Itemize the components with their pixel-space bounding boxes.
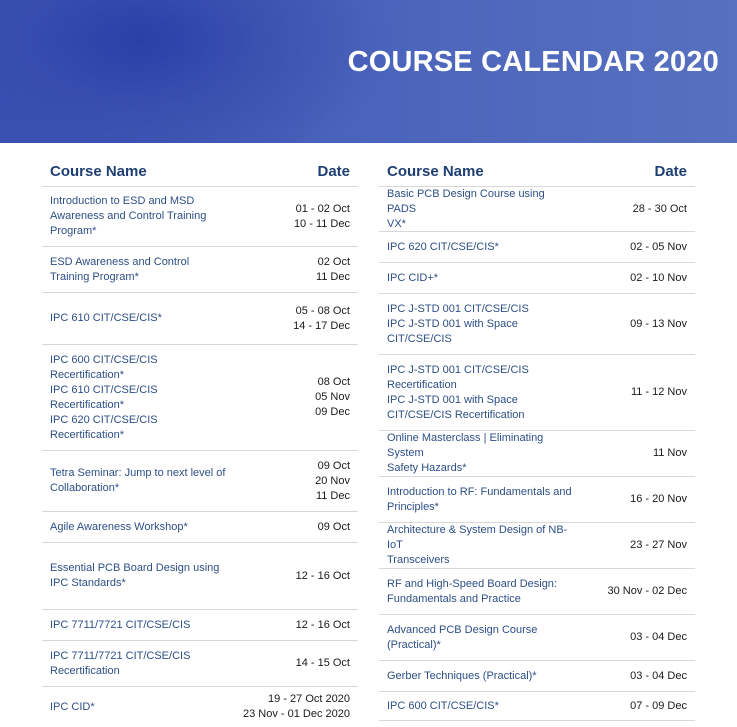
course-dates: 09 Oct 20 Nov 11 Dec bbox=[315, 459, 350, 502]
course-dates: 14 - 15 Oct bbox=[295, 657, 350, 669]
course-name: Basic PCB Design Course using PADS VX* bbox=[387, 187, 545, 230]
column-header-course-name: Course Name bbox=[50, 163, 147, 180]
course-name: Introduction to RF: Fundamentals and Principles* bbox=[387, 485, 572, 513]
course-dates: 02 Oct 11 Dec bbox=[315, 255, 350, 283]
course-name: Online Masterclass | Eliminating System Safety Hazards* bbox=[387, 432, 544, 474]
course-dates: 16 - 20 Nov bbox=[630, 493, 687, 505]
course-dates: 02 - 10 Nov bbox=[630, 271, 687, 284]
course-dates: 12 - 16 Oct bbox=[295, 618, 350, 631]
course-dates: 12 - 16 Oct bbox=[295, 569, 350, 582]
page-title: COURSE CALENDAR 2020 bbox=[347, 46, 719, 78]
column-header-date: Date bbox=[317, 163, 350, 180]
course-dates: 23 - 27 Nov bbox=[630, 539, 687, 551]
table-row bbox=[42, 187, 358, 247]
table-row bbox=[379, 187, 695, 232]
table-row bbox=[42, 687, 358, 727]
course-name: IPC J-STD 001 CIT/CSE/CIS IPC J-STD 001 with Space CIT/CSE/CIS bbox=[387, 302, 529, 345]
table-row bbox=[42, 610, 358, 641]
table-row bbox=[42, 345, 358, 451]
course-name: IPC CID* bbox=[50, 700, 95, 713]
course-dates: 03 - 04 Dec bbox=[630, 669, 687, 682]
course-name: Advanced PCB Design Course (Practical)* bbox=[387, 623, 538, 651]
table-row bbox=[42, 247, 358, 293]
course-dates: 11 - 12 Nov bbox=[630, 386, 687, 398]
course-dates: 30 Nov - 02 Dec bbox=[607, 585, 687, 597]
course-dates: 09 Oct bbox=[317, 520, 350, 533]
table-row bbox=[42, 512, 358, 543]
course-dates: 01 - 02 Oct 10 - 11 Dec bbox=[293, 202, 350, 230]
course-dates: 28 - 30 Oct bbox=[632, 202, 687, 215]
course-dates: 02 - 05 Nov bbox=[630, 240, 687, 253]
course-name: IPC 7711/7721 CIT/CSE/CIS bbox=[50, 618, 191, 631]
course-name: IPC J-STD 001 CIT/CSE/CIS Recertification IPC J-STD 001 with Space CIT/CSE/CIS Recertification bbox=[387, 363, 529, 421]
course-dates: 11 Nov bbox=[652, 447, 687, 459]
table-row bbox=[379, 232, 695, 263]
course-dates: 03 - 04 Dec bbox=[630, 631, 687, 643]
course-name: RF and High-Speed Board Design: Fundamentals and Practice bbox=[387, 577, 557, 605]
table-row bbox=[42, 641, 358, 687]
column-header-course-name: Course Name bbox=[387, 163, 484, 180]
course-name: IPC 600 CIT/CSE/CIS* bbox=[387, 699, 499, 712]
course-dates: 19 - 27 Oct 2020 23 Nov - 01 Dec 2020 bbox=[242, 693, 350, 720]
table-row bbox=[379, 355, 695, 431]
course-name: ESD Awareness and Control Training Program* bbox=[50, 255, 190, 283]
course-name: Gerber Techniques (Practical)* bbox=[387, 669, 537, 682]
table-row bbox=[379, 692, 695, 721]
header-banner bbox=[0, 0, 737, 143]
table-row bbox=[379, 523, 695, 569]
table-header bbox=[379, 156, 695, 187]
table-row bbox=[379, 294, 695, 355]
course-name: IPC 620 CIT/CSE/CIS* bbox=[387, 240, 499, 253]
course-table-left bbox=[42, 156, 358, 727]
course-name: Essential PCB Board Design using IPC Standards* bbox=[50, 562, 220, 589]
course-dates: 05 - 08 Oct 14 - 17 Dec bbox=[293, 304, 350, 332]
table-row bbox=[379, 615, 695, 661]
table-row bbox=[379, 661, 695, 692]
table-header bbox=[42, 156, 358, 187]
table-row bbox=[42, 293, 358, 345]
table-row bbox=[379, 431, 695, 477]
course-name: IPC 610 CIT/CSE/CIS* bbox=[50, 312, 162, 324]
table-row bbox=[379, 569, 695, 615]
table-row bbox=[379, 477, 695, 523]
course-name: Tetra Seminar: Jump to next level of Collaboration* bbox=[50, 467, 226, 494]
course-table-right bbox=[379, 156, 695, 721]
course-name: Introduction to ESD and MSD Awareness and Control Training Program* bbox=[50, 195, 207, 237]
course-name: IPC CID+* bbox=[387, 271, 439, 284]
column-header-date: Date bbox=[654, 163, 687, 180]
course-dates: 07 - 09 Dec bbox=[630, 699, 687, 712]
table-row bbox=[379, 263, 695, 294]
course-dates: 08 Oct 05 Nov 09 Dec bbox=[315, 376, 350, 418]
table-row bbox=[42, 451, 358, 512]
table-row bbox=[42, 543, 358, 610]
course-name: IPC 600 CIT/CSE/CIS Recertification* IPC 610 CIT/CSE/CIS Recertification* IPC 620 CIT/CSE/CIS Recertification* bbox=[50, 353, 158, 441]
course-name: IPC 7711/7721 CIT/CSE/CIS Recertification bbox=[50, 649, 191, 677]
course-dates: 09 - 13 Nov bbox=[630, 317, 687, 330]
course-name: Agile Awareness Workshop* bbox=[50, 520, 188, 533]
course-name: Architecture & System Design of NB-IoT Transceivers bbox=[387, 524, 568, 566]
